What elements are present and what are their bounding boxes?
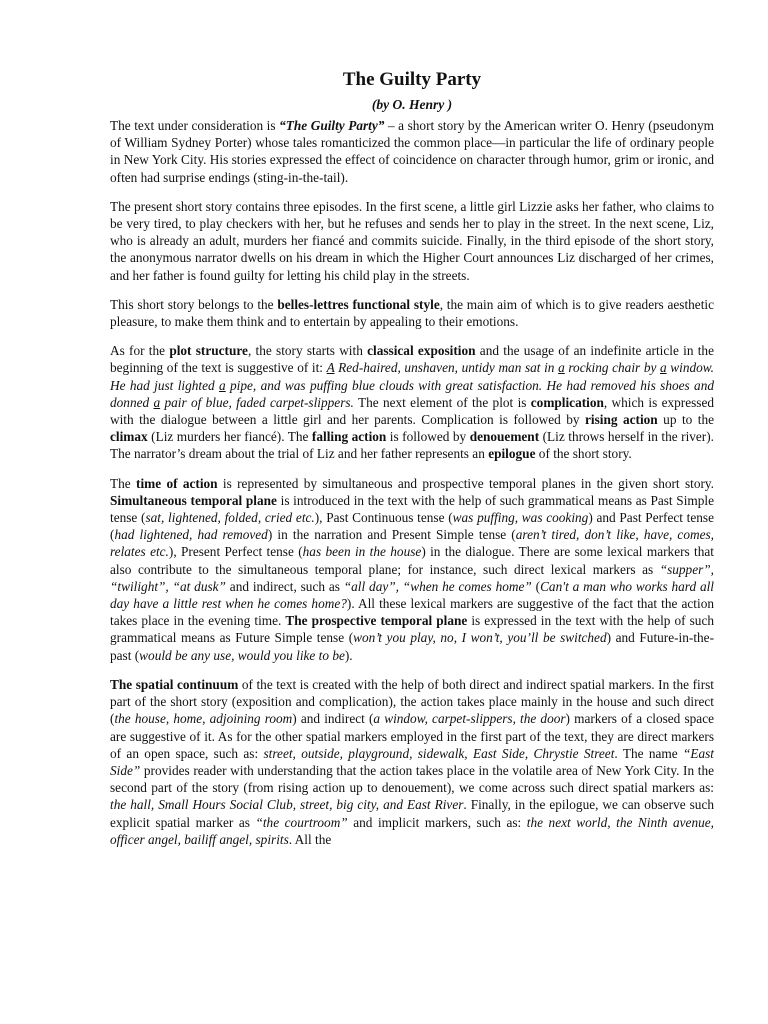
text-run: This short story belongs to the: [110, 296, 278, 312]
paragraph: [110, 342, 714, 462]
emphasized-term: complication: [530, 394, 604, 410]
text-run: provides reader with understanding that the action takes place in the volatile area of New York City. In the second part of the story (from rising action up to denouement), we come across such direct spatial markers as:: [110, 762, 714, 796]
quoted-example: window. He had just lighted: [110, 360, 714, 393]
paragraph: [110, 475, 714, 664]
text-run: ) and Past Perfect tense (: [110, 510, 715, 543]
text-run: (Liz throws herself in the river). The narrator’s dream about the trial of Liz and her father represents an: [110, 429, 714, 462]
text-run: . All the: [288, 831, 332, 847]
text-run: and the usage of an indefinite article in the beginning of the text is suggestive of it:: [110, 343, 714, 376]
emphasized-term: epilogue: [488, 446, 536, 462]
text-run: , the main aim of which is to give readers aesthetic pleasure, to make them think and to entertain by appealing to their emotions.: [110, 296, 714, 330]
quoted-example: the next world, the Ninth avenue, officer angel, bailiff angel, spirits: [110, 814, 714, 847]
quoted-example: was puffing, was cooking: [452, 510, 589, 526]
quoted-example: A: [326, 360, 335, 376]
quoted-example: won’t you play, no, I won’t, you’ll be switched: [353, 630, 607, 646]
text-run: The text under consideration is: [110, 118, 280, 133]
emphasized-term: belles-lettres functional style: [277, 296, 440, 312]
text-run: The present short story contains three episodes. In the first scene, a little girl Lizzie asks her father, who claims to be very tired, to play checkers with her, but he refuses and sends her to play in the street. In the next scene, Liz, who is already an adult, murders her fiancé and commits suicide. Finally, in the third episode of the short story, the anonymous narrator dwells on his dream in which the Higher Court announces Liz discharged of her crimes, and her father is found guilty for letting his child play in the streets.: [110, 198, 714, 283]
document-page: [110, 68, 714, 848]
quoted-example: Red-haired, unshaven, untidy man sat in: [334, 360, 559, 376]
text-run: ) markers of a closed space are suggestive of it. As for the other spatial markers employed in the first part of the text, they are direct markers of an open space, such as:: [110, 711, 714, 761]
emphasized-term: plot structure: [169, 343, 248, 359]
quoted-example: pair of blue, faded carpet-slippers.: [160, 394, 354, 410]
paragraph: [110, 117, 714, 186]
text-run: (Liz murders her fiancé). The: [147, 429, 312, 445]
text-run: and indirect, such as: [225, 578, 344, 594]
quoted-example: “all day”, “when he comes home”: [343, 578, 532, 594]
quoted-example: a: [660, 360, 667, 376]
text-run: (: [531, 578, 541, 594]
text-run: As for the: [110, 343, 170, 359]
emphasized-term: time of action: [136, 475, 218, 491]
emphasized-term: “The Guilty Party”: [279, 118, 385, 133]
quoted-example: “supper”, “twilight”, “at dusk”: [110, 561, 714, 594]
paragraph: [110, 296, 714, 330]
text-run: of the short story.: [535, 446, 632, 462]
quoted-example: rocking chair by: [564, 360, 660, 376]
quoted-example: street, outside, playground, sidewalk, East Side, Chrystie Street: [263, 745, 615, 761]
text-run: , which is expressed with the dialogue between a little girl and her parents. Complication is followed by: [110, 394, 714, 428]
emphasized-term: Simultaneous temporal plane: [110, 492, 277, 508]
quoted-example: has been in the house: [302, 544, 422, 560]
text-run: is introduced in the text with the help of such grammatical means as Past Simple tense (: [110, 492, 714, 526]
text-run: is followed by: [386, 429, 470, 445]
text-run: The: [110, 475, 137, 491]
text-run: ).: [344, 647, 353, 663]
emphasized-term: denouement: [469, 429, 540, 445]
paragraph: [110, 198, 714, 284]
text-run: is expressed in the text with the help of such grammatical means as Future Simple tense (: [110, 613, 715, 646]
quoted-example: a: [558, 360, 565, 376]
text-run: up to the: [657, 412, 714, 428]
quoted-example: Can't a man who works hard all day have a little rest when he comes home?: [110, 578, 714, 612]
text-run: ). All these lexical markers are suggestive of the fact that the action takes place in the evening time.: [110, 596, 714, 629]
text-run: of the text is created with the help of both direct and indirect spatial markers. In the first part of the short story (exposition and complication), the action takes place mainly in the house and such direct (: [110, 676, 715, 727]
emphasized-term: The spatial continuum: [110, 676, 239, 692]
emphasized-term: falling action: [311, 429, 387, 445]
text-run: , the story starts with: [247, 343, 368, 359]
text-run: . The name: [614, 745, 683, 761]
quoted-example: sat, lightened, folded, cried etc.: [145, 510, 315, 526]
emphasized-term: The prospective temporal plane: [285, 613, 468, 629]
quoted-example: a: [219, 377, 226, 393]
text-run: ) in the narration and Present Simple tense (: [267, 527, 516, 543]
text-run: ), Past Continuous tense (: [314, 510, 453, 526]
text-run: ), Present Perfect tense (: [168, 544, 303, 560]
text-run: ) and indirect (: [292, 711, 374, 727]
document-title: The Guilty Party: [342, 69, 482, 90]
quoted-example: the house, home, adjoining room: [114, 711, 293, 727]
text-run: ) and Future-in-the-past (: [110, 630, 714, 663]
text-run: . Finally, in the epilogue, we can observe such explicit spatial marker as: [110, 797, 714, 830]
quoted-example: a: [153, 394, 161, 410]
text-run: and implicit markers, such as:: [347, 814, 527, 830]
text-run: – a short story by the American writer O. Henry (pseudonym of William Sydney Porter) whose tales romanticized the common place—in particular the life of ordinary people in New York City. His stories expressed the effect of coincidence on character through humor, grim or ironic, and often had surprise endings (sting-in-the-tail).: [110, 118, 715, 185]
quoted-example: pipe, and was puffing blue clouds with great satisfaction. He had removed his shoes and donned: [110, 377, 714, 410]
document-body: [110, 117, 714, 848]
quoted-example: “East Side”: [110, 745, 715, 778]
quoted-example: would be any use, would you like to be: [139, 647, 345, 663]
document-author: (by O. Henry ): [371, 97, 453, 112]
quoted-example: had lightened, had removed: [114, 527, 268, 543]
emphasized-term: classical exposition: [367, 343, 476, 359]
emphasized-term: rising action: [585, 412, 658, 428]
quoted-example: the hall, Small Hours Social Club, street, big city, and East River: [110, 797, 464, 813]
text-run: is represented by simultaneous and prospective temporal planes in the given short story.: [217, 475, 715, 491]
paragraph: [110, 676, 714, 848]
quoted-example: “the courtroom”: [255, 814, 348, 830]
quoted-example: a window, carpet-slippers, the door: [373, 711, 566, 727]
quoted-example: aren’t tired, don’t like, have, comes, relates etc.: [110, 527, 714, 560]
text-run: The next element of the plot is: [353, 394, 531, 410]
text-run: ) in the dialogue. There are some lexical markers that also contribute to the simultaneous temporal plane; for instance, such direct lexical markers as: [110, 544, 715, 577]
emphasized-term: climax: [110, 429, 148, 445]
